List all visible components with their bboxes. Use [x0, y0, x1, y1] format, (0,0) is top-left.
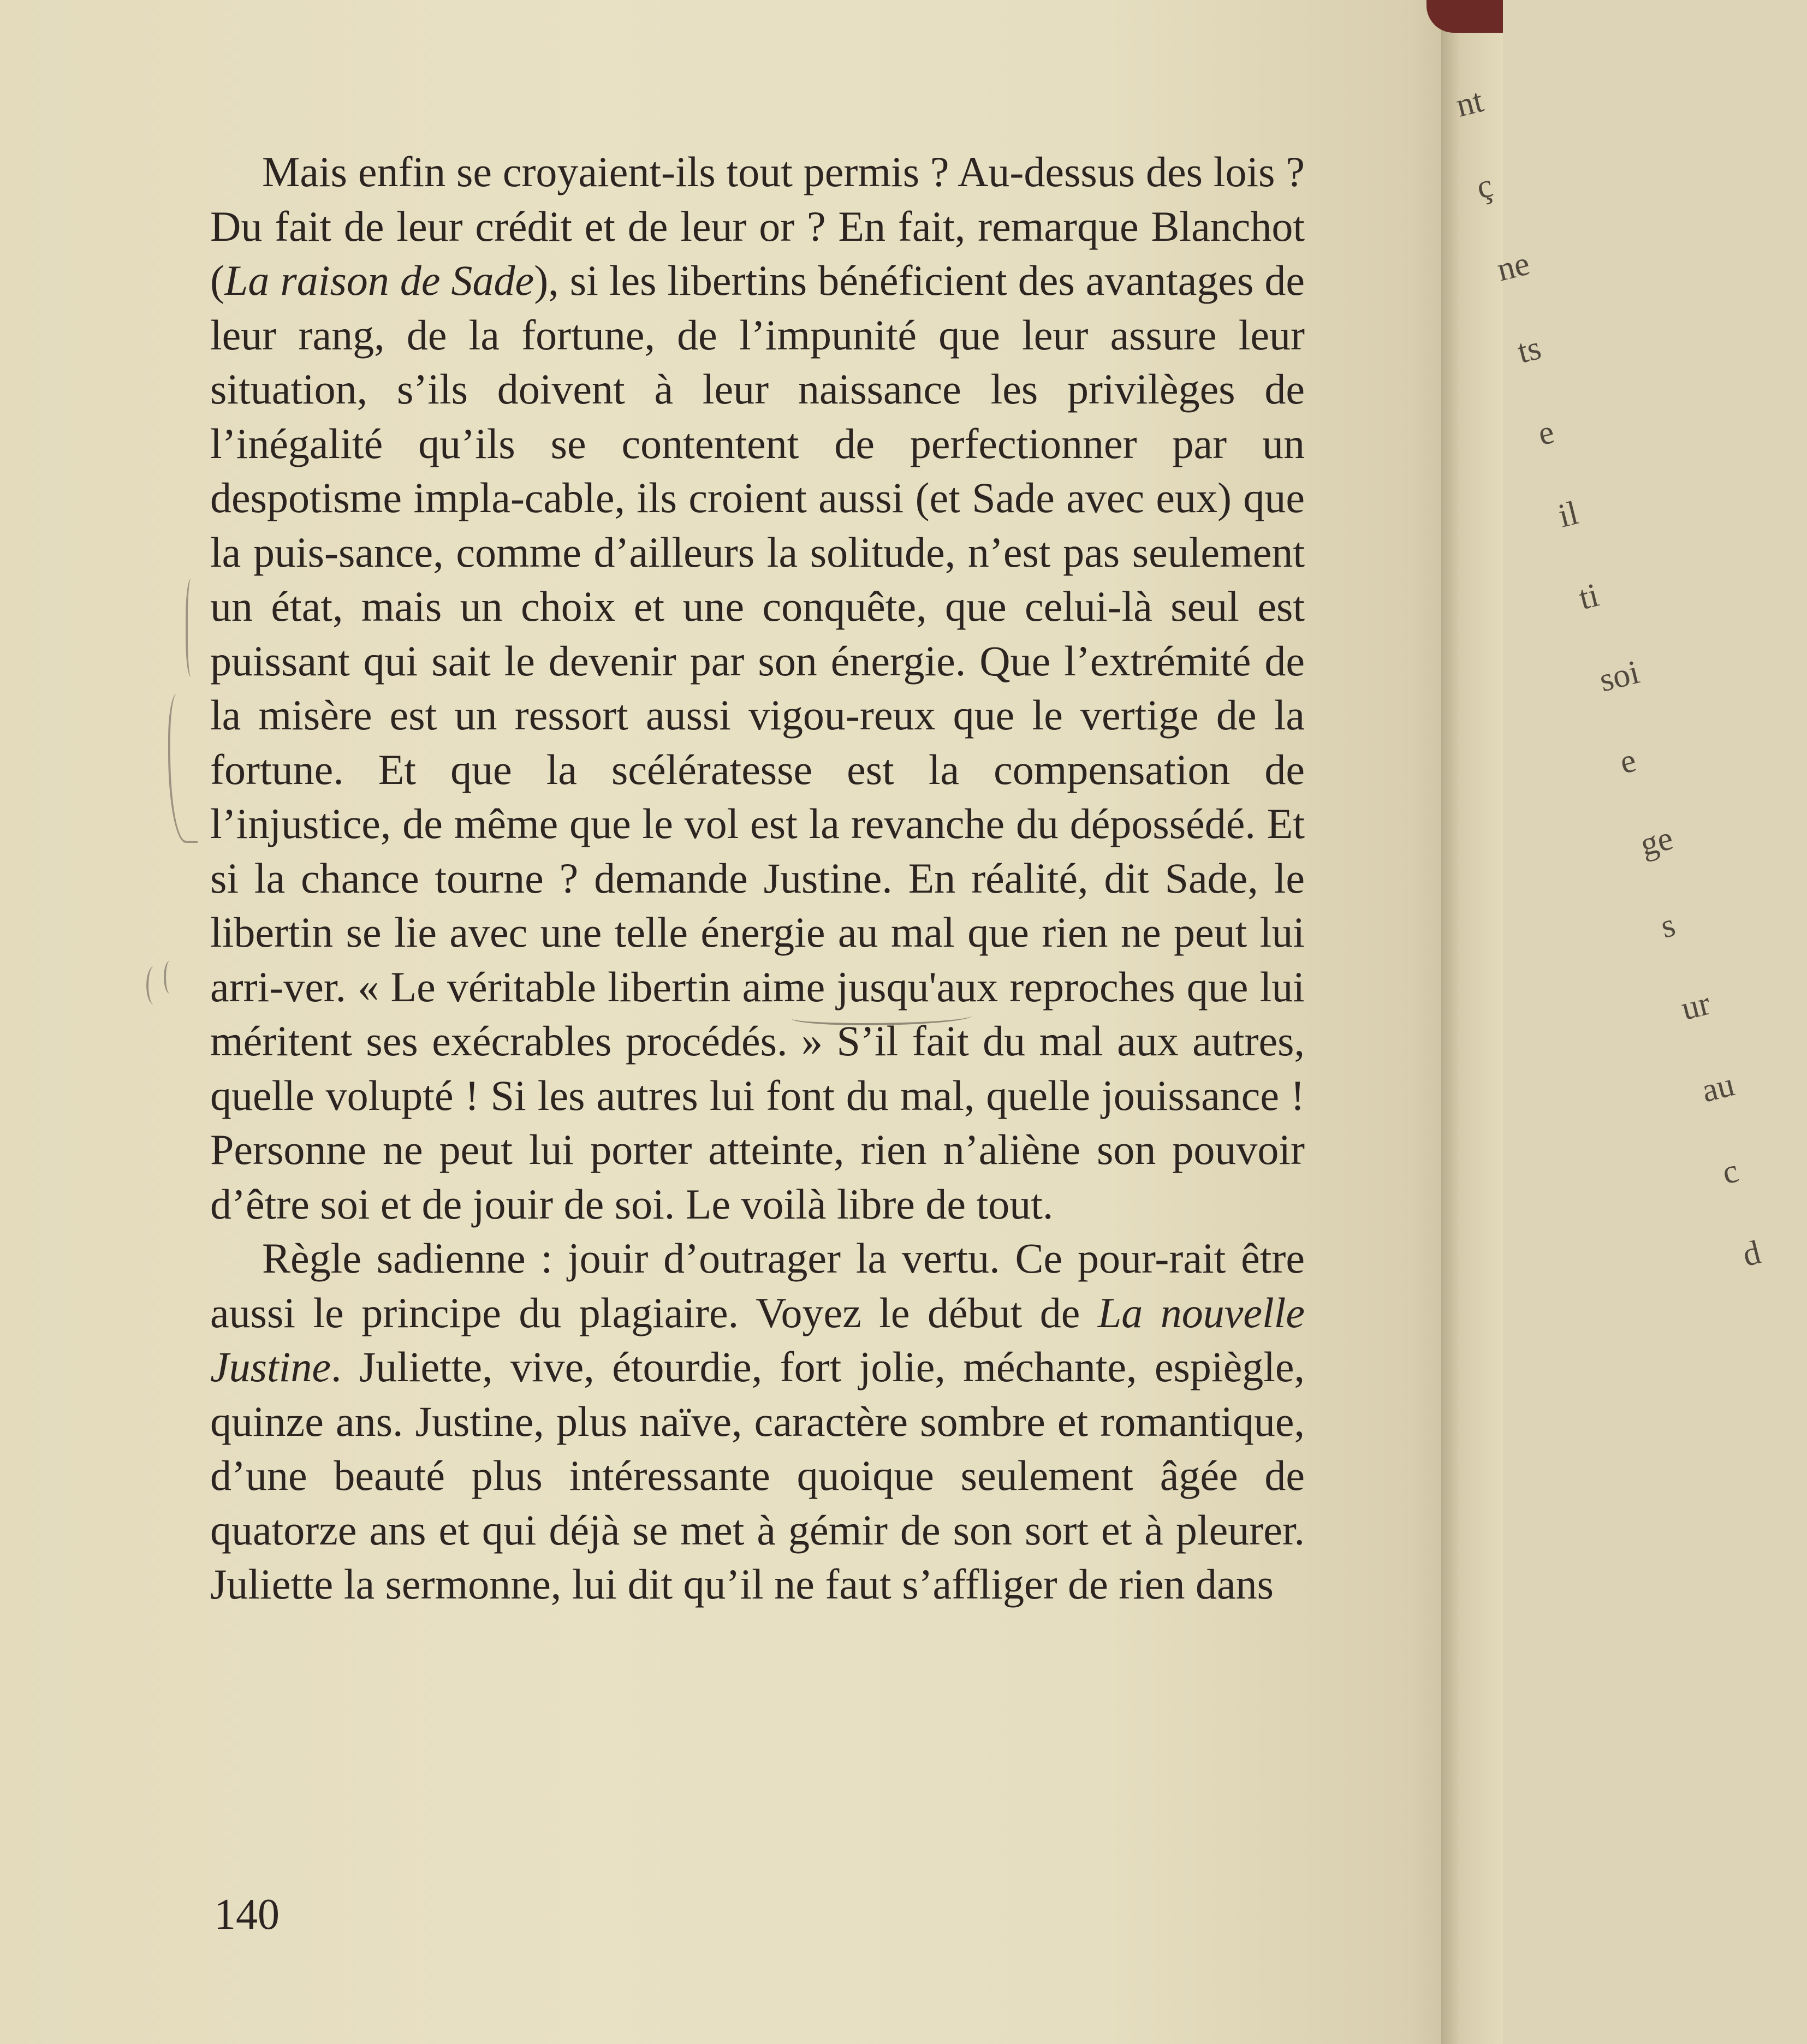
- fragment: ti: [1575, 576, 1603, 617]
- fragment: s: [1657, 906, 1679, 946]
- paragraph-1-text-a: Mais enfin se croyaient-ils tout permis ? Au-dessus des lois ? Du fait de leur crédit et de leur or ? En fait, remarque Blanchot (: [210, 148, 1305, 304]
- page-number: 140: [214, 1891, 280, 1939]
- fragment: ne: [1493, 245, 1533, 289]
- book-title-la-nouvelle-justine: La nouvelle Justine: [210, 1288, 1305, 1391]
- pencil-margin-line-upper: [186, 579, 199, 677]
- pencil-margin-bracket: [168, 693, 198, 843]
- body-text: [210, 145, 1305, 1612]
- book-title-la-raison-de-sade: La raison de Sade: [224, 257, 534, 304]
- facing-page-edge: [1441, 0, 1764, 2044]
- paragraph-2-text-b: . Juliette, vive, étourdie, fort jolie, méchante, espiègle, quinze ans. Justine, plus naïve, caractère sombre et romantique, d’une beauté plus intéressante quoique seulement âgée de quatorze ans et qui déjà se met à gémir de son sort et à pleurer. Juliette la sermonne, lui dit qu’il ne faut s’affliger de rien dans: [210, 1343, 1305, 1608]
- pencil-margin-mark-2: [164, 961, 176, 994]
- fragment: il: [1554, 494, 1582, 535]
- fragment: e: [1534, 413, 1558, 453]
- fragment: soi: [1595, 653, 1643, 699]
- fragment: c: [1718, 1152, 1743, 1192]
- fragment: ts: [1513, 329, 1545, 371]
- fragment: e: [1616, 741, 1640, 781]
- book-cover-corner: [1426, 0, 1503, 33]
- paragraph-2-text-a: Règle sadienne : jouir d’outrager la vertu. Ce pour-rait être aussi le principe du plagiaire. Voyez le début de: [210, 1234, 1305, 1336]
- fragment: nt: [1452, 82, 1487, 124]
- fragment: ç: [1472, 167, 1497, 207]
- fragment: d: [1739, 1233, 1764, 1274]
- paragraph-1-text-b: ), si les libertins bénéficient des avantages de leur rang, de la fortune, de l’impunité que leur assure leur situation, s’ils doivent à leur naissance les privilèges de l’inégalité qu’ils se contentent de perfectionner par un despotisme impla-cable, ils croient aussi (et Sade avec eux) que la puis-sance, comme d’ailleurs la solitude, n’est pas seulement un état, mais un choix et une conquête, que celui-là seul est puissant qui sait le devenir par son énergie. Que l’extrémité de la misère est un ressort aussi vigou-reux que le vertige de la fortune. Et que la scélératesse est la compensation de l’injustice, de même que le vol est la revanche du dépossédé. Et si la chance tourne ? demande Justine. En réalité, dit Sade, le libertin se lie avec une telle énergie au mal que rien ne peut lui arri-ver. « Le véritable libertin aime jusqu'aux reproches que lui méritent ses exécrables procédés. » S’il fait du mal aux autres, quelle volupté ! Si les autres lui font du mal, quelle jouissance ! Personne ne peut lui porter atteinte, rien n’aliène son pouvoir d’être soi et de jouir de soi. Le voilà libre de tout.: [210, 257, 1305, 1228]
- fragment: au: [1698, 1066, 1738, 1110]
- paragraph-2: [210, 1231, 1305, 1612]
- paragraph-1: [210, 145, 1305, 1231]
- facing-page-text-fragments: [1447, 52, 1806, 1297]
- fragment: ur: [1677, 984, 1714, 1028]
- fragment: ge: [1636, 819, 1677, 864]
- pencil-margin-mark: [146, 966, 162, 1005]
